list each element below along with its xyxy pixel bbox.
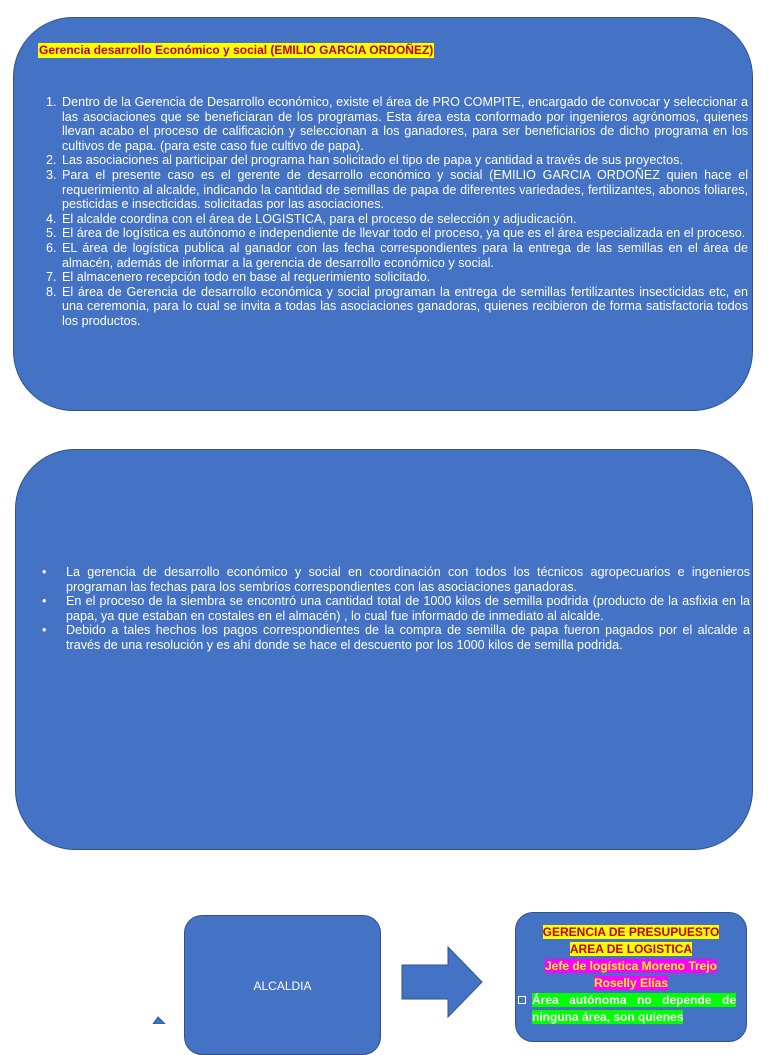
- logistica-note-text: Área autónoma no depende de ninguna área, son quienes: [532, 993, 736, 1024]
- process-step-5: 5. El área de logística es autónomo e independiente de llevar todo el proceso, ya que es el área especializada en el proceso.: [60, 226, 748, 241]
- process-step-3: 3. Para el presente caso es el gerente de desarrollo económico y social (EMILIO GARCIA ORDOÑEZ quien hace el requerimiento al alcalde, indicando la cantidad de semillas de papa de diferentes variedades, fertilizantes, abonos foliares, pesticidas e insecticidas. solicitadas por las asociaciones.: [60, 168, 748, 212]
- alcaldia-label: ALCALDIA: [253, 979, 312, 993]
- panel-title: Gerencia desarrollo Económico y social (EMILIO GARCIA ORDOÑEZ): [39, 43, 434, 57]
- checkbox-bullet-icon: [518, 996, 526, 1004]
- process-step-2: 2. Las asociaciones al participar del programa han solicitado el tipo de papa y cantidad a través de sus proyectos.: [60, 153, 748, 168]
- process-step-7: 7. El almacenero recepción todo en base al requerimiento solicitado.: [60, 270, 748, 285]
- logistica-note: [516, 992, 746, 1026]
- process-step-8: 8. El área de Gerencia de desarrollo económica y social programan la entrega de semillas fertilizantes insecticidas etc, en una ceremonia, para lo cual se invita a todas las asociaciones ganadoras, quienes recibieron de forma satisfactoria todos los productos.: [60, 285, 748, 329]
- jefe-logistica-name: Roselly Elías: [593, 976, 669, 990]
- observation-text: La gerencia de desarrollo económico y social en coordinación con todos los técnicos agropecuarios e ingenieros programan las fechas para los sembríos correspondientes con las asociaciones ganadoras.: [66, 565, 750, 594]
- process-step-1: 1. Dentro de la Gerencia de Desarrollo económico, existe el área de PRO COMPITE, encargado de convocar y seleccionar a las asociaciones que se beneficiaran de los programas. Esta área esta conformado por ingenieros agrónomos, quienes llevan acabo el proceso de calificación y seleccionan a los ganadores, para ser beneficiarios de dicho programa en los cultivos de papa. (para este caso fue cultivo de papa).: [60, 95, 748, 153]
- bullet-icon: •: [42, 594, 47, 609]
- observation-text: En el proceso de la siembra se encontró una cantidad total de 1000 kilos de semilla podrida (producto de la asfixia en la papa, ya que estaban en costales en el almacén) , lo cual fue informado de inmediato al alcalde.: [66, 594, 750, 623]
- process-steps-panel: [13, 17, 753, 411]
- observations-panel: [15, 449, 753, 850]
- alcaldia-box: [184, 915, 381, 1055]
- arrow-right-icon: [401, 946, 483, 1018]
- observations-list: [42, 565, 750, 653]
- gerencia-presupuesto-label: GERENCIA DE PRESUPUESTO: [542, 925, 720, 939]
- area-logistica-label: AREA DE LOGISTICA: [569, 942, 693, 956]
- logistica-box: [515, 912, 747, 1042]
- arrow-partial-icon: [152, 1016, 172, 1024]
- process-step-6: 6. EL área de logística publica al ganador con las fecha correspondientes para la entrega de las semillas en el área de almacén, además de informar a la gerencia de desarrollo económico y social.: [60, 241, 748, 270]
- observation-item: [42, 623, 750, 652]
- observation-item: [42, 565, 750, 594]
- jefe-logistica-label: Jefe de logística Moreno Trejo: [544, 959, 718, 973]
- observation-item: [42, 594, 750, 623]
- bullet-icon: •: [42, 565, 47, 579]
- process-steps-list: [38, 95, 748, 329]
- process-step-4: 4. El alcalde coordina con el área de LOGISTICA, para el proceso de selección y adjudicación.: [60, 212, 748, 227]
- observation-text: Debido a tales hechos los pagos correspondientes de la compra de semilla de papa fueron pagados por el alcalde a través de una resolución y es ahí donde se hace el descuento por los 1000 kilos de semilla podrida.: [66, 623, 750, 652]
- bullet-icon: •: [42, 623, 47, 638]
